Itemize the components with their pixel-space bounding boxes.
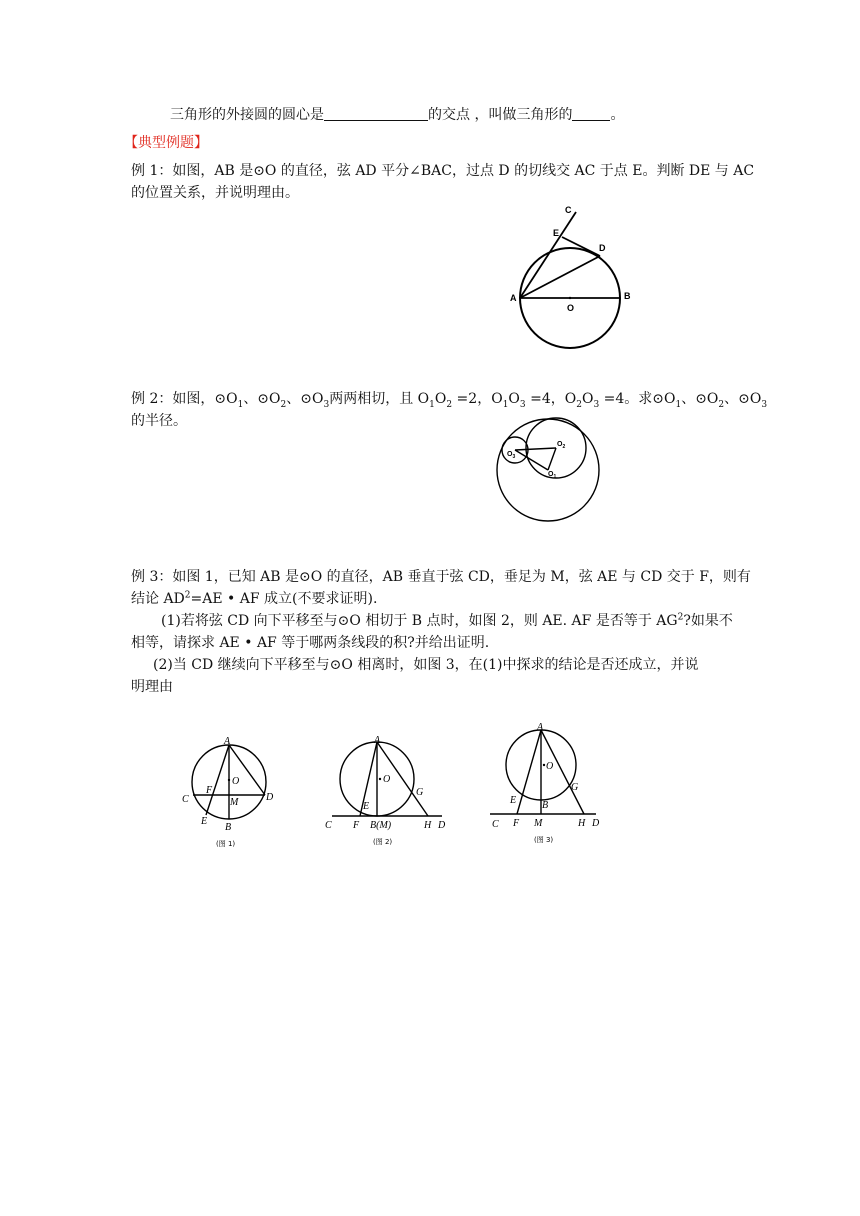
example-3-line-1: 例 3：如图 1，已知 AB 是⊙O 的直径，AB 垂直于弦 CD，垂足为 M，弦 AE 与 CD 交于 F，则有 — [131, 569, 751, 585]
answer-blank-2[interactable] — [572, 106, 610, 121]
label-e: E — [553, 228, 560, 238]
label-o1: $O_1$ — [548, 471, 557, 480]
label-m: M — [230, 797, 239, 808]
segment-o1-o2 — [548, 448, 556, 470]
caption: (图 2) — [373, 838, 393, 846]
segment-o2-o3 — [515, 448, 556, 450]
label-c: C — [492, 819, 499, 830]
label-o: O — [546, 761, 554, 772]
label-a: A — [224, 736, 231, 747]
label-g: G — [571, 782, 579, 793]
example-3-line-2: 结论 $AD^2=AE$ • AF 成立(不要求证明). — [131, 590, 378, 607]
question-1-line-2: 相等，请探求 AE • AF 等于哪两条线段的积?并给出证明. — [131, 635, 490, 651]
label-f: F — [353, 820, 360, 831]
example-1-line-1: 例 1：如图，AB 是⊙O 的直径，弦 AD 平分∠BAC，过点 D 的切线交 AC 于点 E。判断 DE 与 AC — [131, 163, 755, 179]
question-2-line-1: (2)当 CD 继续向下平移至与⊙O 相离时，如图 3，在(1)中探求的结论是否还成立，并说 — [153, 657, 699, 673]
question-1-line-1: (1)若将弦 CD 向下平移至与⊙O 相切于 B 点时，如图 2，则 AE. AF 是否等于 $AG^2$?如果不 — [161, 612, 733, 629]
intro-paragraph — [170, 104, 730, 126]
label-a: A — [510, 293, 517, 303]
tangent-de — [562, 237, 600, 256]
label-c: C — [565, 205, 572, 215]
label-b: B — [225, 822, 232, 833]
label-e: E — [510, 795, 517, 806]
label-bm: B(M) — [370, 820, 392, 831]
example-2-line-1: 例 2：如图，$⊙O_1$、$⊙O_2$、$⊙O_3$两两相切，且 $O_1O_2 =2$，$O_1O_3 =4$，$O_2O_3 =4$。求$⊙O_1$、$⊙O_2$、$⊙O_3$ — [131, 391, 768, 410]
label-o: O — [383, 774, 391, 785]
label-o3: $O_3$ — [507, 451, 516, 460]
example-1-line-2: 的位置关系，并说明理由。 — [131, 185, 299, 201]
center-dot — [543, 764, 545, 766]
example-2-text — [131, 388, 768, 432]
center-o-dot — [569, 297, 571, 299]
label-h: H — [424, 820, 432, 831]
intro-suffix: 。 — [610, 107, 625, 123]
example-1-figure — [500, 200, 650, 360]
label-o: O — [232, 776, 240, 787]
line-af — [517, 730, 541, 814]
example-1-text — [131, 160, 755, 204]
label-a: A — [537, 722, 544, 733]
label-e: E — [363, 801, 370, 812]
example-3-text — [131, 566, 751, 698]
label-c: C — [325, 820, 332, 831]
center-dot — [379, 778, 381, 780]
segment-o1-o3 — [515, 450, 548, 470]
label-c: C — [182, 794, 189, 805]
caption: (图 3) — [534, 836, 554, 844]
question-2-line-2: 明理由 — [131, 679, 173, 695]
answer-blank-1[interactable] — [324, 106, 428, 121]
intro-prefix: 三角形的外接圆的圆心是 — [170, 107, 324, 123]
label-o2: $O_2$ — [557, 441, 566, 450]
label-f: F — [206, 785, 213, 796]
label-d: D — [599, 243, 606, 253]
example-2-line-2: 的半径。 — [131, 413, 187, 429]
label-d: D — [266, 792, 274, 803]
example-3-figure-2 — [320, 732, 450, 852]
chord-ae — [206, 745, 229, 815]
example-3-figure-3 — [484, 720, 614, 850]
label-f: F — [513, 818, 520, 829]
label-e: E — [201, 816, 208, 827]
example-2-figure — [490, 410, 620, 530]
label-o: O — [567, 303, 575, 313]
caption: (图 1) — [216, 840, 236, 848]
intro-middle: 的交点 ，叫做三角形的 — [428, 107, 573, 123]
line-ac — [520, 212, 576, 298]
chord-ad — [520, 256, 600, 298]
label-b: B — [542, 800, 549, 811]
label-m: M — [534, 818, 543, 829]
chord-ad — [229, 745, 265, 795]
label-b: B — [624, 291, 631, 301]
label-g: G — [416, 787, 424, 798]
center-dot — [228, 779, 230, 781]
label-a: A — [374, 735, 381, 746]
label-h: H — [578, 818, 586, 829]
section-title: 【典型例题】 — [124, 135, 208, 151]
label-d: D — [438, 820, 446, 831]
example-3-figure-1 — [178, 732, 288, 852]
label-d: D — [592, 818, 600, 829]
